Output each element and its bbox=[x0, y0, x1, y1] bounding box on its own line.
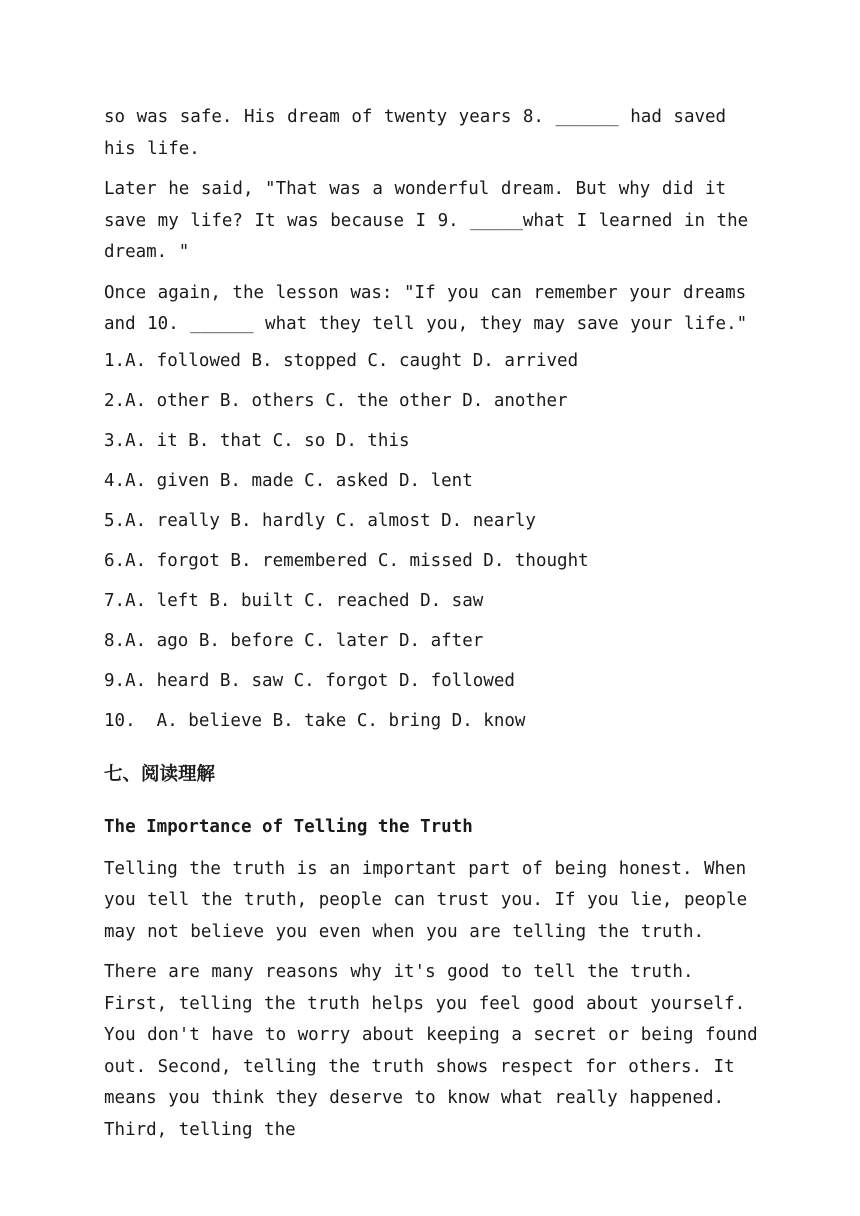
option-line: 8.A. ago B. before C. later D. after bbox=[104, 630, 484, 651]
option-line: 6.A. forgot B. remembered C. missed D. thought bbox=[104, 550, 589, 571]
passage-paragraph: There are many reasons why it's good to tell the truth. First, telling the truth helps you feel good about yourself. You don't have to worry about keeping a secret or being found out. Second, telling the truth shows respect for others. It means you think they deserve to know what really happened. Third, telling the bbox=[104, 962, 758, 1140]
options-list bbox=[104, 350, 764, 732]
option-line: 9.A. heard B. saw C. forgot D. followed bbox=[104, 670, 515, 691]
paragraph: Once again, the lesson was: "If you can remember your dreams and 10. ______ what they tell you, they may save your life." bbox=[104, 282, 748, 334]
option-line: 10. A. believe B. take C. bring D. know bbox=[104, 710, 526, 731]
section-heading: 七、阅读理解 bbox=[104, 763, 216, 785]
option-line: 1.A. followed B. stopped C. caught D. arrived bbox=[104, 350, 579, 371]
option-line: 5.A. really B. hardly C. almost D. nearly bbox=[104, 510, 536, 531]
option-line: 4.A. given B. made C. asked D. lent bbox=[104, 470, 473, 491]
option-line: 7.A. left B. built C. reached D. saw bbox=[104, 590, 484, 611]
paragraph: Later he said, "That was a wonderful dream. But why did it save my life? It was because I 9. _____what I learned in the dream. " bbox=[104, 179, 749, 262]
option-line: 3.A. it B. that C. so D. this bbox=[104, 430, 410, 451]
paragraph: so was safe. His dream of twenty years 8. ______ had saved his life. bbox=[104, 107, 727, 159]
passage-paragraph: Telling the truth is an important part of being honest. When you tell the truth, people can trust you. If you lie, people may not believe you even when you are telling the truth. bbox=[104, 858, 748, 942]
option-line: 2.A. other B. others C. the other D. another bbox=[104, 390, 568, 411]
passage-title: The Importance of Telling the Truth bbox=[104, 816, 473, 837]
page-content bbox=[104, 102, 764, 1155]
